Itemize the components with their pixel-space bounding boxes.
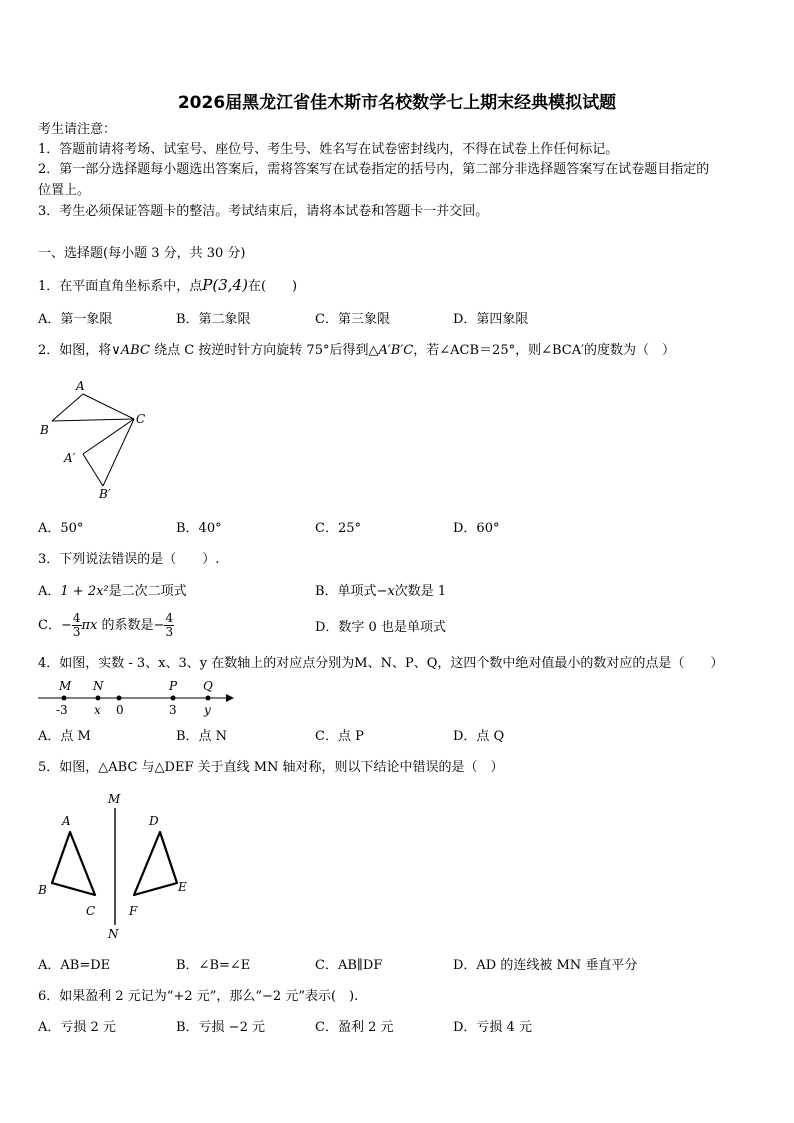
- q6-option-c[interactable]: C．盈利 2 元: [315, 1020, 394, 1035]
- axis-tick-x: x: [94, 703, 101, 717]
- page-title: 2026届黑龙江省佳木斯市名校数学七上期末经典模拟试题: [177, 93, 617, 113]
- q5-label-b: B: [38, 883, 47, 897]
- notice-item-2: 2．第一部分选择题每小题选出答案后，需将答案写在试卷指定的括号内，第二部分非选择题答案写在试卷题目指定的: [38, 162, 710, 177]
- q1-point: P(3,4): [202, 276, 248, 294]
- q2-option-c[interactable]: C．25°: [315, 521, 361, 536]
- notice-item-1: 1．答题前请将考场、试室号、座位号、考生号、姓名写在试卷密封线内，不得在试卷上作任何标记。: [38, 142, 619, 157]
- q2-stem: [38, 343, 675, 359]
- q2-rotation-figure: [36, 376, 156, 506]
- q3-option-b[interactable]: [315, 584, 446, 600]
- q2-option-a[interactable]: A．50°: [38, 521, 84, 536]
- q5-symmetry-figure: [34, 788, 204, 948]
- q2-stem-mid: 绕点 C 按逆时针方向旋转 75°后得到: [154, 343, 369, 358]
- q5-option-d[interactable]: D．AD 的连线被 MN 垂直平分: [453, 958, 638, 973]
- q5-option-b[interactable]: B．∠B=∠E: [176, 958, 251, 973]
- axis-label-p: P: [169, 679, 178, 693]
- fraction-denominator: 3: [165, 625, 174, 639]
- q5-label-c: C: [86, 904, 96, 918]
- q1-option-d[interactable]: D．第四象限: [453, 312, 529, 327]
- fraction-denominator: 3: [72, 625, 81, 639]
- q1-stem: [38, 277, 297, 295]
- q5-option-a[interactable]: A．AB=DE: [38, 958, 111, 973]
- q3-option-b-text-post: 次数是 1: [394, 584, 447, 599]
- q2-label-a: A: [76, 379, 85, 393]
- q5-option-c[interactable]: C．AB∥DF: [315, 958, 383, 973]
- q6-stem: 6．如果盈利 2 元记为“+2 元”，那么“−2 元”表示( ).: [38, 989, 359, 1004]
- q5-label-d: D: [149, 814, 159, 828]
- q4-option-c[interactable]: C．点 P: [315, 729, 364, 744]
- q6-option-a[interactable]: A．亏损 2 元: [38, 1020, 116, 1035]
- q3-option-b-text-pre: B．单项式: [315, 584, 377, 599]
- q3-option-a-expr: 1 + 2x²: [60, 584, 109, 599]
- notice-item-3: 3．考生必须保证答题卡的整洁。考试结束后，请将本试卷和答题卡一并交回。: [38, 204, 489, 219]
- q3-option-c-text: 的系数是: [101, 618, 154, 633]
- fraction-numerator: 4: [165, 611, 174, 625]
- q1-option-c[interactable]: C．第三象限: [315, 312, 390, 327]
- q6-option-b[interactable]: B．亏损 −2 元: [176, 1020, 265, 1035]
- q2-tri2: △A′B′C: [368, 343, 414, 358]
- q1-option-a[interactable]: A．第一象限: [38, 312, 113, 327]
- q3-option-c-fraction: [72, 612, 82, 639]
- q2-label-b: B: [40, 423, 49, 437]
- section-heading: 一、选择题(每小题 3 分，共 30 分): [38, 246, 246, 261]
- q6-option-d[interactable]: D．亏损 4 元: [453, 1020, 532, 1035]
- q2-label-a-prime: A′: [64, 451, 76, 465]
- q2-label-b-prime: B′: [99, 487, 111, 501]
- q2-option-b[interactable]: B．40°: [176, 521, 222, 536]
- q3-option-a-text: 是二次二项式: [108, 584, 187, 599]
- q3-option-c[interactable]: C．− $\frac{4}{3}$ πx 的系数是− $\frac{4}{3}$: [38, 611, 174, 639]
- axis-label-n: N: [93, 679, 104, 693]
- q2-stem-pre: 2．如图，将: [38, 343, 112, 358]
- q2-label-c: C: [136, 412, 146, 426]
- q5-label-m: M: [108, 792, 121, 806]
- q4-option-a[interactable]: A．点 M: [38, 729, 91, 744]
- fraction-numerator: 4: [72, 611, 81, 625]
- q1-stem-pre: 1．在平面直角坐标系中，点: [38, 279, 203, 294]
- axis-label-m: M: [59, 679, 72, 693]
- notice-heading: 考生请注意：: [38, 122, 117, 137]
- q4-option-d[interactable]: D．点 Q: [453, 729, 505, 744]
- axis-label-q: Q: [203, 679, 213, 693]
- q3-option-c-coef-fraction: [164, 612, 174, 639]
- q1-option-b[interactable]: B．第二象限: [176, 312, 251, 327]
- q2-tri1: ∨ABC: [111, 343, 150, 358]
- q3-stem: 3．下列说法错误的是（ ）.: [38, 552, 220, 567]
- q3-option-a[interactable]: [38, 584, 187, 600]
- q4-stem: 4．如图，实数 - 3、x、3、y 在数轴上的对应点分别为M、N、P、Q，这四个数中绝对值最小的数对应的点是（ ）: [38, 656, 724, 671]
- q4-number-line: [36, 678, 236, 718]
- q5-label-f: F: [129, 904, 138, 918]
- q5-label-a: A: [62, 814, 71, 828]
- q5-stem: 5．如图，△ABC 与△DEF 关于直线 MN 轴对称，则以下结论中错误的是（ ）: [38, 760, 504, 775]
- q4-option-b[interactable]: B．点 N: [176, 729, 228, 744]
- axis-tick-0: 0: [116, 703, 124, 717]
- axis-tick-y: y: [204, 703, 211, 717]
- q3-option-c-term: πx: [81, 618, 98, 633]
- q3-option-d[interactable]: D．数字 0 也是单项式: [315, 620, 446, 635]
- q5-label-e: E: [178, 880, 187, 894]
- q3-option-a-letter: A．: [38, 584, 61, 599]
- q2-option-d[interactable]: D．60°: [453, 521, 500, 536]
- q3-option-c-letter: C．: [38, 618, 61, 633]
- q2-stem-post: ，若∠ACB＝25°，则∠BCA′的度数为（ ）: [413, 343, 676, 358]
- axis-tick-neg3: -3: [56, 703, 68, 717]
- notice-item-2-cont: 位置上。: [38, 183, 91, 198]
- axis-tick-3: 3: [169, 703, 177, 717]
- q1-stem-post: 在( ): [247, 279, 298, 294]
- q3-option-b-expr: −x: [376, 584, 395, 599]
- q5-label-n: N: [108, 927, 119, 941]
